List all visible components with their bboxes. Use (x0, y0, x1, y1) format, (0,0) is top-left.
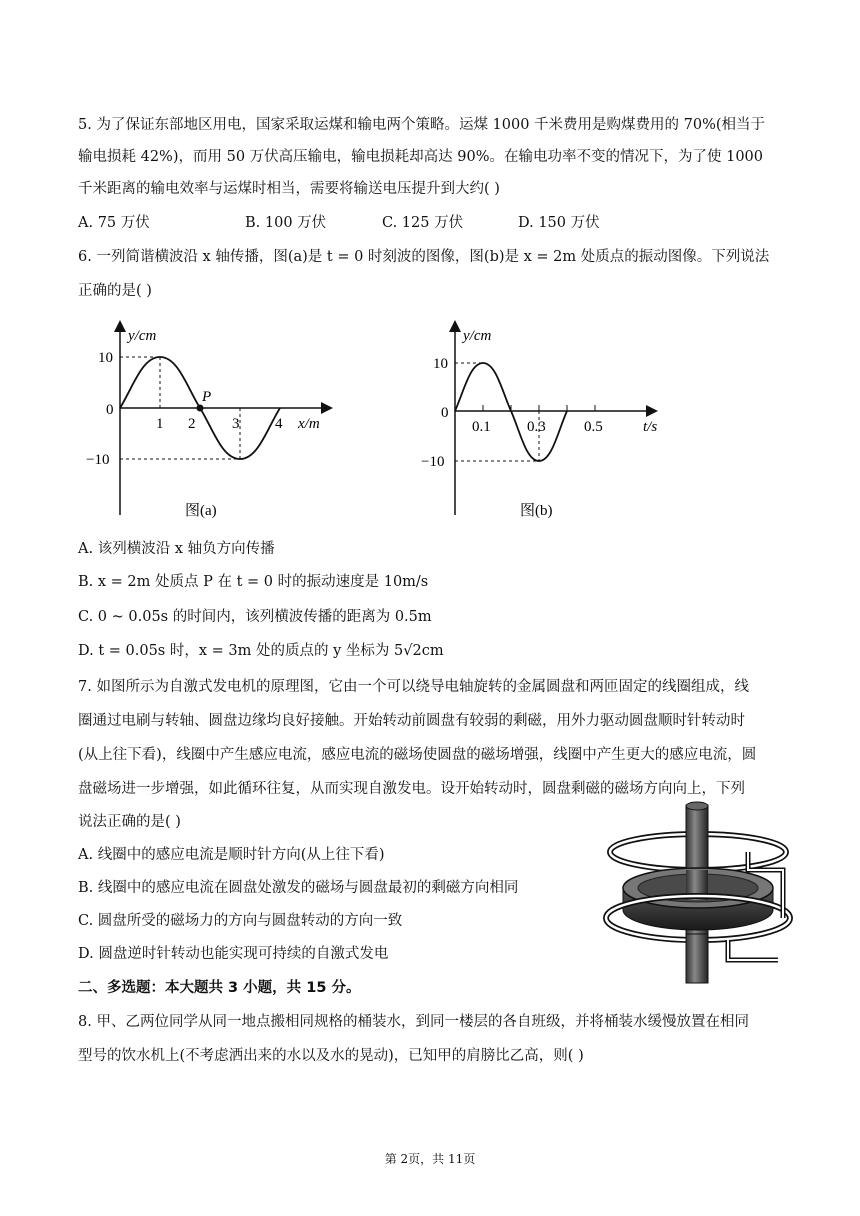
graph-b-xtick-05: 0.5 (584, 419, 603, 435)
graph-a-ytick-neg10: −10 (86, 452, 110, 468)
q5-option-b: B. 100 万伏 (245, 215, 327, 231)
graph-a-xtick-1: 1 (156, 416, 164, 432)
q7-line-2: 圈通过电刷与转轴、圆盘边缘均良好接触。开始转动前圆盘有较弱的剩磁，用外力驱动圆盘顺时针转动时 (78, 713, 745, 729)
q6-option-a: A. 该列横波沿 x 轴负方向传播 (78, 541, 275, 557)
graph-b-ytick-neg10: −10 (421, 454, 445, 470)
page-footer: 第 2页，共 11页 (384, 1152, 476, 1166)
graph-a-xtick-2: 2 (188, 416, 196, 432)
q7-line-3: (从上往下看)，线圈中产生感应电流，感应电流的磁场使圆盘的磁场增强，线圈中产生更大的感应电流，圆 (78, 747, 757, 763)
q6-option-c: C. 0 ~ 0.05s 的时间内，该列横波传播的距离为 0.5m (78, 609, 432, 625)
graph-b-xtick-01: 0.1 (472, 419, 491, 435)
q6-option-d: D. t = 0.05s 时，x = 3m 处的质点的 y 坐标为 5√2cm (78, 643, 444, 659)
wave-graph-a (80, 315, 340, 530)
q7-option-b: B. 线圈中的感应电流在圆盘处激发的磁场与圆盘最初的剩磁方向相同 (78, 880, 519, 896)
q5-option-c: C. 125 万伏 (382, 215, 464, 231)
q7-option-d: D. 圆盘逆时针转动也能实现可持续的自激式发电 (78, 946, 389, 962)
graph-b-ytick-10: 10 (433, 356, 448, 372)
q6-line-1: 6. 一列简谐横波沿 x 轴传播，图(a)是 t = 0 时刻波的图像，图(b)是 x = 2m 处质点的振动图像。下列说法 (78, 249, 770, 265)
graph-a-ylabel: y/cm (128, 328, 157, 344)
graph-a-ytick-10: 10 (98, 350, 113, 366)
graph-a-point-label: P (202, 389, 212, 405)
q7-line-1: 7. 如图所示为自激式发电机的原理图，它由一个可以绕导电轴旋转的金属圆盘和两匝固定的线圈组成，线 (78, 679, 749, 695)
generator-illustration (598, 800, 798, 985)
q5-line-1: 5. 为了保证东部地区用电，国家采取运煤和输电两个策略。运煤 1000 千米费用是购煤费用的 70%(相当于 (78, 117, 766, 133)
q7-option-a: A. 线圈中的感应电流是顺时针方向(从上往下看) (78, 847, 385, 863)
q7-option-c: C. 圆盘所受的磁场力的方向与圆盘转动的方向一致 (78, 913, 403, 929)
q5-option-d: D. 150 万伏 (518, 215, 600, 231)
graph-a-xtick-4: 4 (275, 416, 283, 432)
graph-a-ytick-0: 0 (106, 402, 114, 418)
graph-b-xtick-03: 0.3 (527, 419, 546, 435)
q7-line-5: 说法正确的是( ) (78, 814, 181, 830)
q7-line-4: 盘磁场进一步增强，如此循环往复，从而实现自激发电。设开始转动时，圆盘剩磁的磁场方向向上，下列 (78, 781, 745, 797)
graph-b-xlabel: t/s (643, 419, 658, 435)
graph-a-caption: 图(a) (185, 503, 217, 519)
graph-b-caption: 图(b) (520, 503, 553, 519)
q8-line-1: 8. 甲、乙两位同学从同一地点搬相同规格的桶装水，到同一楼层的各自班级，并将桶装水缓慢放置在相同 (78, 1014, 749, 1030)
graph-a-xlabel: x/m (298, 416, 320, 432)
q6-option-b: B. x = 2m 处质点 P 在 t = 0 时的振动速度是 10m/s (78, 574, 429, 590)
q5-option-a: A. 75 万伏 (78, 215, 150, 231)
q8-line-2: 型号的饮水机上(不考虑洒出来的水以及水的晃动)，已知甲的肩膀比乙高，则( ) (78, 1048, 584, 1064)
q5-line-2: 输电损耗 42%)，而用 50 万伏高压输电，输电损耗却高达 90%。在输电功率不变的情况下，为了使 1000 (78, 149, 764, 165)
point-p (197, 405, 204, 412)
vibration-curve-b (455, 363, 567, 461)
graph-b-ytick-0: 0 (441, 405, 449, 421)
q6-line-2: 正确的是( ) (78, 283, 152, 299)
section-heading: 二、多选题：本大题共 3 小题，共 15 分。 (78, 980, 361, 996)
vibration-graph-b (415, 315, 680, 530)
q5-line-3: 千米距离的输电效率与运煤时相当，需要将输送电压提升到大约( ) (78, 181, 500, 197)
graph-a-xtick-3: 3 (232, 416, 240, 432)
graph-b-ylabel: y/cm (463, 328, 492, 344)
